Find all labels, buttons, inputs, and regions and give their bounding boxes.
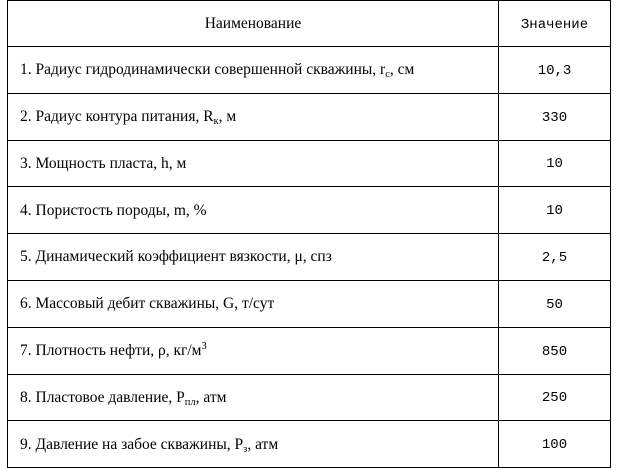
value-column-header: [499, 1, 611, 47]
parameter-value: [499, 234, 611, 281]
parameter-unit: , атм: [195, 388, 227, 406]
table-row: [8, 140, 611, 187]
table-row: [8, 47, 611, 94]
parameter-value-text: 850: [541, 343, 568, 360]
parameter-name: [8, 187, 499, 234]
parameter-value: [499, 280, 611, 327]
value-column-header-text: Значение: [520, 16, 589, 33]
parameter-text: 6. Массовый дебит скважины, G, т/сут: [20, 295, 275, 313]
name-column-header-text: Наименование: [204, 14, 302, 32]
parameter-value-text: 50: [546, 296, 563, 313]
parameter-name: [8, 234, 499, 281]
parameter-text: 3. Мощность пласта, h, м: [20, 154, 187, 172]
parameter-value-text: 10: [546, 203, 563, 220]
parameter-value-text: 10,3: [537, 62, 572, 79]
parameter-unit: , атм: [247, 435, 279, 453]
parameters-table: [7, 0, 611, 468]
parameter-text: 4. Пористость породы, m, %: [20, 201, 207, 219]
parameter-subscript: пл: [184, 396, 196, 408]
parameter-subscript: к: [213, 115, 219, 127]
parameter-subscript: с: [385, 69, 390, 81]
parameter-subscript: з: [243, 443, 248, 455]
parameter-value: [499, 421, 611, 468]
parameter-value-text: 330: [541, 109, 568, 126]
parameter-value: [499, 93, 611, 140]
parameter-name: [8, 280, 499, 327]
parameter-unit: , м: [218, 107, 237, 125]
parameter-value: [499, 47, 611, 94]
table-row: [8, 327, 611, 374]
table-row: [8, 280, 611, 327]
parameter-text: 8. Пластовое давление, P: [20, 388, 185, 406]
table-row: [8, 234, 611, 281]
table-row: [8, 93, 611, 140]
parameter-name: [8, 374, 499, 421]
parameter-value-text: 2,5: [541, 250, 568, 267]
parameter-text: 1. Радиус гидродинамически совершенной скважины, r: [20, 61, 386, 79]
parameter-value-text: 250: [541, 390, 568, 407]
parameter-text: 7. Плотность нефти, ρ, кг/м: [20, 341, 202, 359]
table-row: [8, 374, 611, 421]
parameter-name: [8, 327, 499, 374]
parameter-name: [8, 47, 499, 94]
parameter-value-text: 10: [546, 156, 563, 173]
parameter-value-text: 100: [541, 437, 568, 454]
table-row: [8, 187, 611, 234]
name-column-header: [8, 1, 499, 47]
table-header-row: [8, 1, 611, 47]
parameter-name: [8, 421, 499, 468]
parameter-unit: , см: [389, 61, 415, 79]
parameter-name: [8, 140, 499, 187]
parameter-text: 5. Динамический коэффициент вязкости, μ, спз: [20, 248, 332, 266]
parameter-value: [499, 187, 611, 234]
parameter-name: [8, 93, 499, 140]
parameter-text: 9. Давление на забое скважины, P: [20, 435, 244, 453]
parameter-superscript: 3: [201, 340, 207, 352]
table-row: [8, 421, 611, 468]
parameter-value: [499, 374, 611, 421]
parameter-value: [499, 140, 611, 187]
parameter-value: [499, 327, 611, 374]
parameter-text: 2. Радиус контура питания, R: [20, 107, 214, 125]
